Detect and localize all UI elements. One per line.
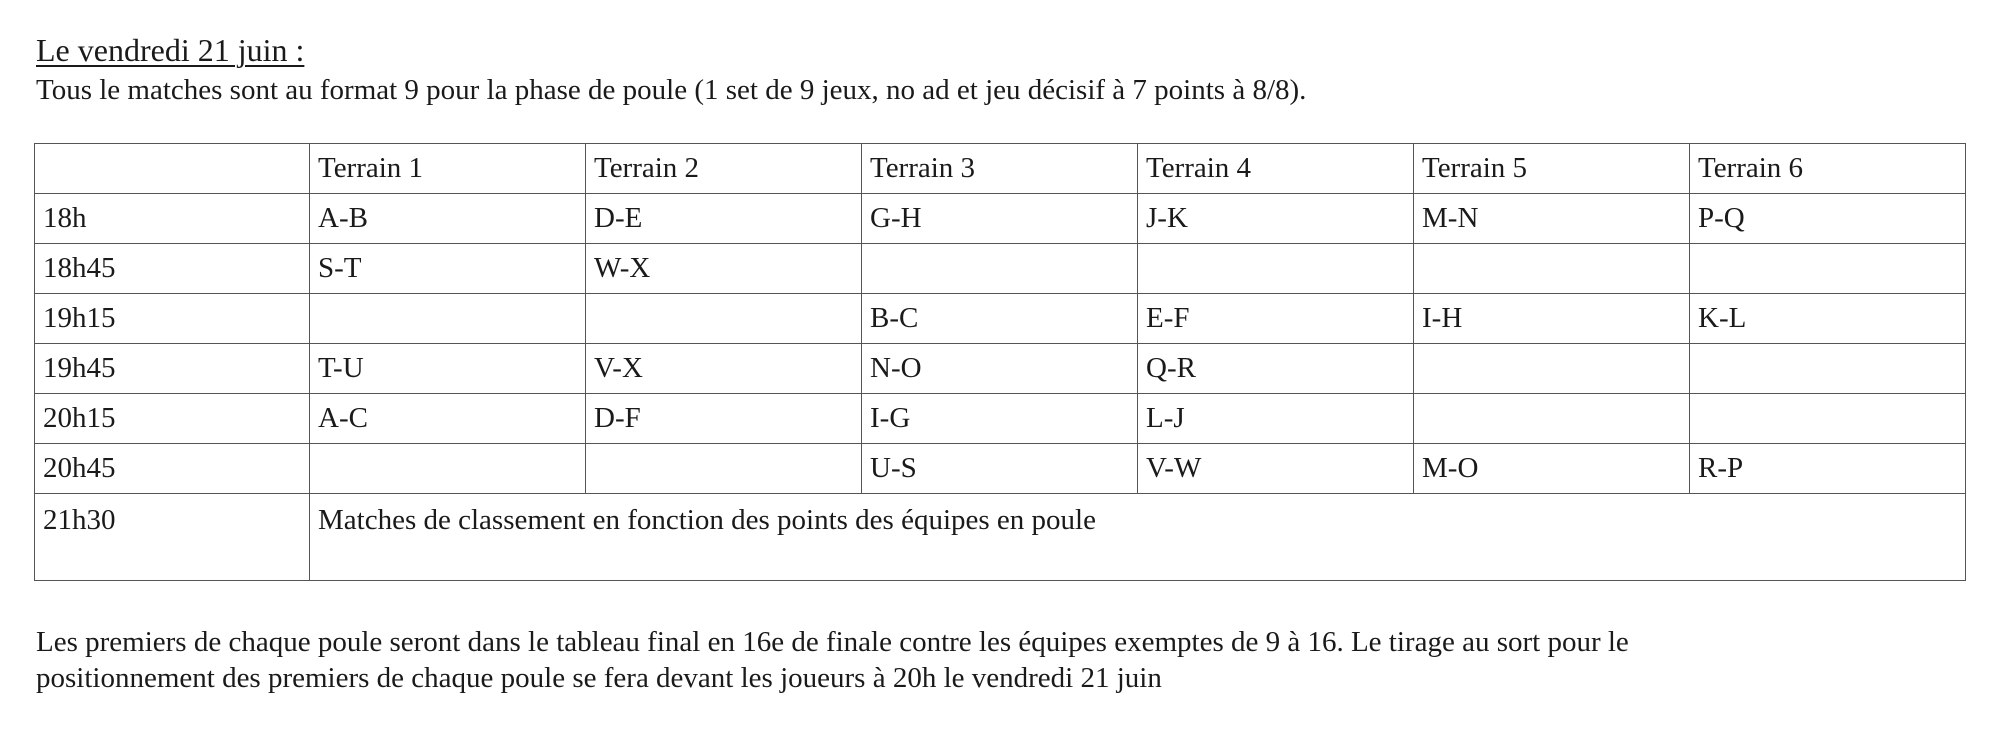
match-cell: K-L <box>1690 294 1966 344</box>
match-cell: D-E <box>586 194 862 244</box>
match-cell <box>1690 244 1966 294</box>
header-row <box>35 144 1966 194</box>
match-cell: V-W <box>1138 444 1414 494</box>
match-cell <box>1690 394 1966 444</box>
match-cell <box>1138 244 1414 294</box>
ranking-row <box>35 494 1966 581</box>
match-cell: D-F <box>586 394 862 444</box>
time-cell: 20h45 <box>35 444 310 494</box>
schedule-table <box>34 143 1966 581</box>
table-row <box>35 194 1966 244</box>
match-cell: W-X <box>586 244 862 294</box>
table-row <box>35 244 1966 294</box>
match-cell: L-J <box>1138 394 1414 444</box>
match-cell <box>1690 344 1966 394</box>
match-cell: M-N <box>1414 194 1690 244</box>
match-cell: T-U <box>310 344 586 394</box>
page-heading: Le vendredi 21 juin : <box>36 32 305 68</box>
match-cell <box>1414 244 1690 294</box>
ranking-matches-cell: Matches de classement en fonction des points des équipes en poule <box>310 494 1966 581</box>
match-cell <box>862 244 1138 294</box>
match-cell: R-P <box>1690 444 1966 494</box>
match-cell <box>1414 394 1690 444</box>
table-row <box>35 344 1966 394</box>
court-header-1: Terrain 1 <box>310 144 586 194</box>
court-header-4: Terrain 4 <box>1138 144 1414 194</box>
court-header-6: Terrain 6 <box>1690 144 1966 194</box>
match-cell: Q-R <box>1138 344 1414 394</box>
time-cell: 18h <box>35 194 310 244</box>
match-cell: P-Q <box>1690 194 1966 244</box>
time-cell: 19h15 <box>35 294 310 344</box>
match-cell <box>586 294 862 344</box>
table-row <box>35 444 1966 494</box>
match-cell <box>310 294 586 344</box>
court-header-3: Terrain 3 <box>862 144 1138 194</box>
match-cell: S-T <box>310 244 586 294</box>
match-cell: B-C <box>862 294 1138 344</box>
match-cell: G-H <box>862 194 1138 244</box>
court-header-5: Terrain 5 <box>1414 144 1690 194</box>
document-page <box>36 30 1966 108</box>
match-cell <box>586 444 862 494</box>
footer-paragraph <box>36 624 1936 696</box>
time-cell: 18h45 <box>35 244 310 294</box>
match-cell: J-K <box>1138 194 1414 244</box>
time-cell: 21h30 <box>35 494 310 581</box>
match-cell: I-H <box>1414 294 1690 344</box>
time-cell: 20h15 <box>35 394 310 444</box>
footer-line-1: Les premiers de chaque poule seront dans le tableau final en 16e de finale contre les équipes exemptes de 9 à 16. Le tirage au sort pour le <box>36 626 1629 658</box>
match-cell: A-B <box>310 194 586 244</box>
time-cell: 19h45 <box>35 344 310 394</box>
table-row <box>35 294 1966 344</box>
match-cell: A-C <box>310 394 586 444</box>
match-cell: I-G <box>862 394 1138 444</box>
match-cell: N-O <box>862 344 1138 394</box>
match-cell: E-F <box>1138 294 1414 344</box>
match-cell: V-X <box>586 344 862 394</box>
footer-line-2: positionnement des premiers de chaque poule se fera devant les joueurs à 20h le vendredi 21 juin <box>36 662 1162 694</box>
match-cell: M-O <box>1414 444 1690 494</box>
court-header-2: Terrain 2 <box>586 144 862 194</box>
match-cell: U-S <box>862 444 1138 494</box>
intro-paragraph: Tous le matches sont au format 9 pour la phase de poule (1 set de 9 jeux, no ad et jeu décisif à 7 points à 8/8). <box>36 74 1307 106</box>
corner-cell <box>35 144 310 194</box>
match-cell <box>310 444 586 494</box>
match-cell <box>1414 344 1690 394</box>
table-row <box>35 394 1966 444</box>
